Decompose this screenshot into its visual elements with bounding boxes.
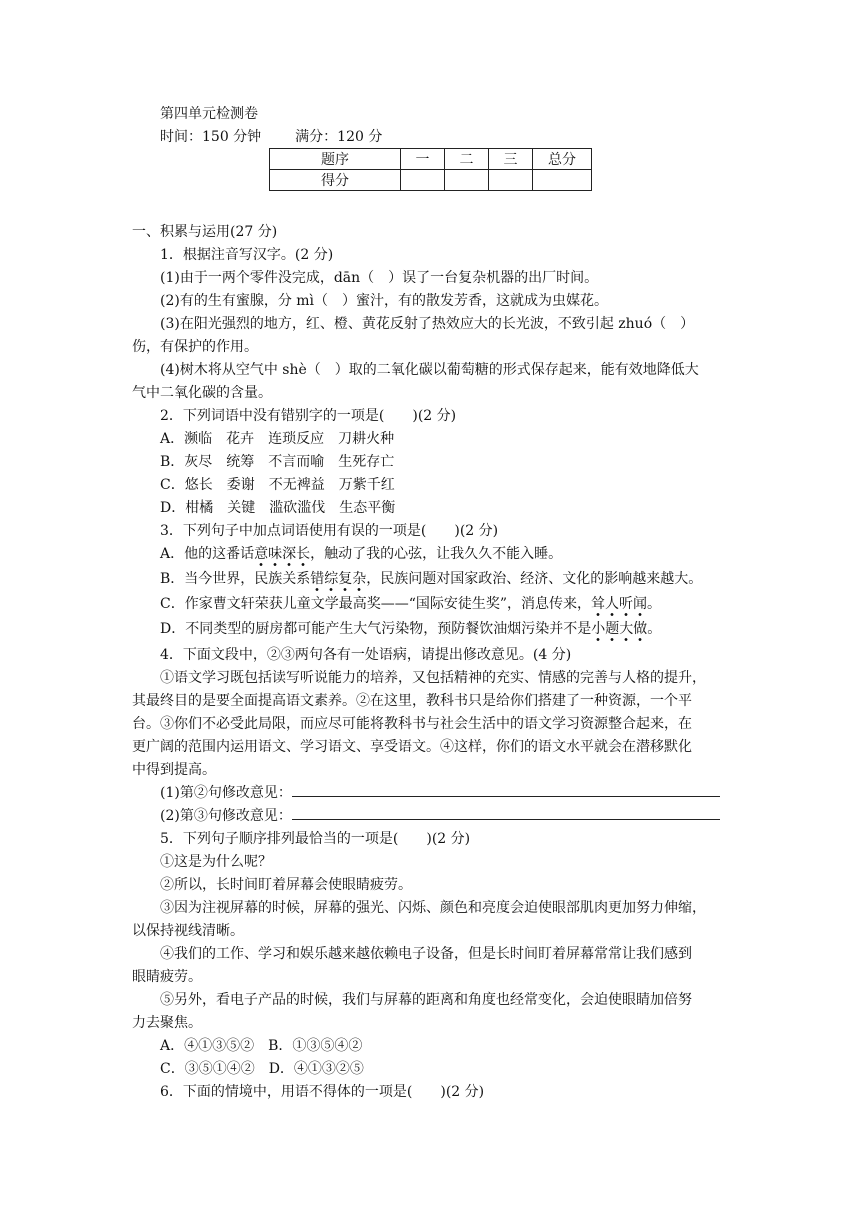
- score-table-cell: 二: [445, 149, 489, 170]
- question-4-passage-line: 其最终目的是要全面提高语文素养。②在这里，教科书只是给你们搭建了一种资源，一个平: [132, 693, 692, 709]
- answer-blank-line[interactable]: [292, 795, 720, 797]
- question-2-option-b: B．灰尽 统筹 不言而喻 生死存亡: [160, 454, 395, 470]
- question-4-passage-line: 台。③你们不必受此局限，而应尽可能将教科书与社会生活中的语文学习资源整合起来，在: [132, 716, 692, 732]
- option-text: 。: [647, 621, 662, 637]
- dotted-word: 耸人听闻: [591, 596, 647, 617]
- question-2-option-c: C．悠长 委谢 不无裨益 万紫千红: [160, 477, 395, 493]
- question-3-option-a: [160, 545, 562, 563]
- section-title: 一、积累与运用(27 分): [132, 224, 278, 240]
- question-4-passage-line: 更广阔的范围内运用语文、学习语文、享受语文。④这样，你们的语文水平就会在潜移默化: [132, 739, 692, 755]
- question-4-answer-1: [160, 784, 720, 802]
- option-text: D．不同类型的厨房都可能产生大气污染物，预防餐饮油烟污染并不是: [160, 621, 592, 637]
- question-4-answer-2: [160, 807, 720, 825]
- answer-label: (1)第②句修改意见：: [160, 785, 292, 801]
- question-5-sentence: ②所以，长时间盯着屏幕会使眼睛疲劳。: [160, 877, 412, 893]
- score-table-cell: 一: [401, 149, 445, 170]
- question-2-option-d: D．柑橘 关键 滥砍滥伐 生态平衡: [160, 500, 396, 516]
- score-table-score-row: [270, 170, 592, 191]
- question-5-sentence-cont: 以保持视线清晰。: [132, 923, 244, 939]
- question-3-option-c: [160, 595, 661, 613]
- question-5-sentence: ①这是为什么呢？: [160, 854, 272, 870]
- question-5-options-cd: C．③⑤①④② D．④①③②⑤: [160, 1061, 364, 1077]
- option-text: B．当今世界，民族关系: [160, 571, 311, 587]
- option-text: ，民族问题对国家政治、经济、文化的影响越来越大。: [366, 571, 703, 587]
- question-5-options-ab: A．④①③⑤② B．①③⑤④②: [160, 1038, 363, 1054]
- question-5-sentence: ④我们的工作、学习和娱乐越来越依赖电子设备，但是长时间盯着屏幕常常让我们感到: [160, 946, 692, 962]
- dotted-word: 小题大做: [591, 621, 647, 642]
- score-input-cell: [445, 170, 489, 191]
- dotted-word: 错综复杂: [310, 571, 366, 592]
- question-1-item-3: (3)在阳光强烈的地方，红、橙、黄花反射了热效应大的长光波，不致引起 zhuó（ ）: [160, 316, 695, 332]
- question-5-sentence-cont: 力去聚焦。: [132, 1015, 202, 1031]
- score-input-cell: [401, 170, 445, 191]
- option-text: 。: [647, 596, 662, 612]
- score-input-cell: [533, 170, 592, 191]
- question-1-stem: 1．根据注音写汉字。(2 分): [160, 247, 334, 263]
- question-3-option-b: [160, 570, 702, 588]
- score-table: [269, 148, 592, 191]
- question-5-stem: 5．下列句子顺序排列最恰当的一项是( )(2 分): [160, 831, 471, 847]
- question-6-stem: 6．下面的情境中，用语不得体的一项是( )(2 分): [160, 1084, 485, 1100]
- question-3-option-d: [160, 620, 661, 638]
- answer-blank-line[interactable]: [292, 818, 720, 820]
- option-text: A．他的这番话: [160, 546, 255, 562]
- score-table-header-row: [270, 149, 592, 170]
- question-3-stem: 3．下列句子中加点词语使用有误的一项是( )(2 分): [160, 523, 499, 539]
- time-label: 时间：150 分钟: [160, 129, 262, 145]
- score-table-cell: 三: [489, 149, 533, 170]
- question-1-item-2: (2)有的生有蜜腺，分 mì（ ）蜜汁，有的散发芳香，这就成为虫媒花。: [160, 293, 609, 309]
- exam-title: 第四单元检测卷: [160, 106, 258, 122]
- question-4-passage-line: ①语文学习既包括读写听说能力的培养，又包括精神的充实、情感的完善与人格的提升，: [160, 670, 706, 686]
- question-4-passage-line: 中得到提高。: [132, 762, 216, 778]
- question-1-item-1: (1)由于一两个零件没完成，dān（ ）误了一台复杂机器的出厂时间。: [160, 270, 599, 286]
- score-label: 满分：120 分: [295, 129, 383, 145]
- question-2-option-a: A．濒临 花卉 连琐反应 刀耕火种: [160, 431, 395, 447]
- score-table-cell: 得分: [270, 170, 401, 191]
- dotted-word: 意味深长: [254, 546, 310, 567]
- question-1-item-4-cont: 气中二氧化碳的含量。: [132, 385, 272, 401]
- question-5-sentence: ③因为注视屏幕的时候，屏幕的强光、闪烁、颜色和亮度会迫使眼部肌肉更加努力伸缩，: [160, 900, 706, 916]
- question-4-stem: 4．下面文段中，②③两句各有一处语病，请提出修改意见。(4 分): [160, 647, 572, 663]
- option-text: ，触动了我的心弦，让我久久不能入睡。: [310, 546, 563, 562]
- question-5-sentence: ⑤另外，看电子产品的时候，我们与屏幕的距离和角度也经常变化，会迫使眼睛加倍努: [160, 992, 692, 1008]
- score-input-cell: [489, 170, 533, 191]
- score-table-cell: 题序: [270, 149, 401, 170]
- question-5-sentence-cont: 眼睛疲劳。: [132, 969, 202, 985]
- question-2-stem: 2．下列词语中没有错别字的一项是( )(2 分): [160, 408, 457, 424]
- question-1-item-4: (4)树木将从空气中 shè（ ）取的二氧化碳以葡萄糖的形式保存起来，能有效地降低大: [160, 362, 699, 378]
- exam-meta: [160, 128, 382, 146]
- score-table-cell: 总分: [533, 149, 592, 170]
- option-text: C．作家曹文轩荣获儿童文学最高奖——“国际安徒生奖”，消息传来，: [160, 596, 592, 612]
- question-1-item-3-cont: 伤，有保护的作用。: [132, 339, 258, 355]
- answer-label: (2)第③句修改意见：: [160, 808, 292, 824]
